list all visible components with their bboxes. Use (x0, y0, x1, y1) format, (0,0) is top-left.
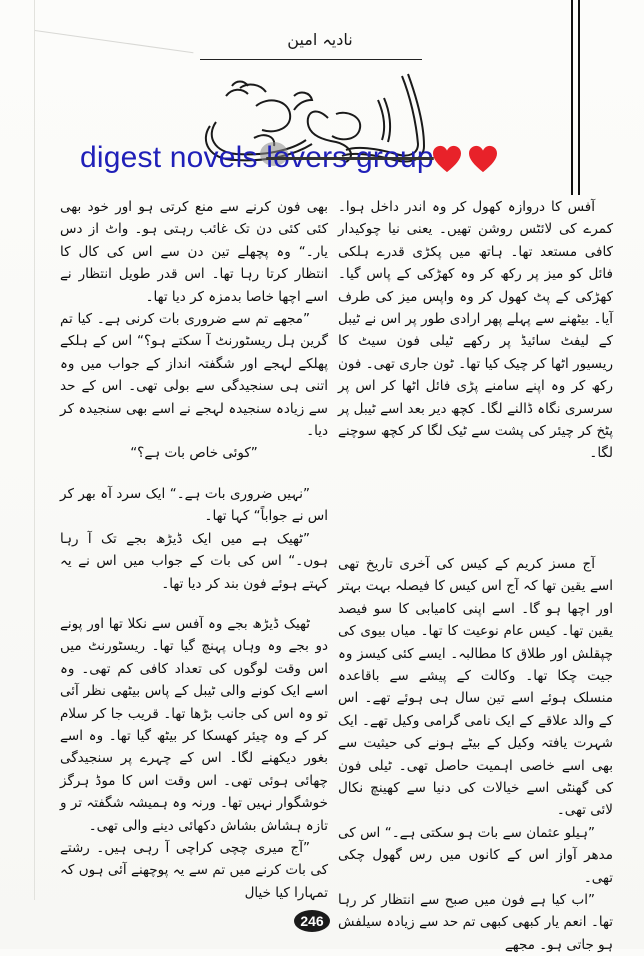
text-column-left (60, 196, 328, 904)
red-heart-icon (468, 145, 498, 173)
paragraph: آفس کا دروازہ کھول کر وہ اندر داخل ہوا۔ کمرے کی لائٹس روشن تھیں۔ یعنی نیا چوکیدار کافی مستعد تھا۔ ہاتھ میں پکڑی قدرے ہلکی فائل کو میز پر رکھ کر وہ کھڑکی کے پاس گیا۔ کھڑکی کے پٹ کھول کر وہ واپس میز کی طرف آیا۔ بیٹھنے سے پہلے پھر ارادی طور پر اس نے ٹیبل کے لیفٹ سائیڈ پر رکھے ٹیلی فون سیٹ کا ریسیور اٹھا کر چیک کیا تھا۔ ٹون جاری تھی۔ فون رکھ کر وہ اپنے سامنے پڑی فائل اٹھا کر اس پر سرسری نگاہ ڈالنے لگا۔ کچھ دیر بعد اسے ٹیبل پر پٹخ کر چیئر کی پشت سے ٹیک لگا کر کچھ سوچنے لگا۔ (338, 199, 613, 462)
paragraph: ”ٹھیک ہے میں ایک ڈیڑھ بجے تک آ رہا ہوں۔“ اس کی بات کے جواب میں اس نے یہ کہتے ہوئے فون بند کر دیا تھا۔ (60, 530, 328, 592)
watermark-hearts (432, 145, 498, 173)
paragraph-dialogue: ”کوئی خاص بات ہے؟“ (130, 445, 258, 462)
watermark-text-strike: lovers group (266, 141, 434, 174)
paragraph: بھی فون کرنے سے منع کرتی ہو اور خود بھی کئی کئی دن تک غائب رہتی ہو۔ واٹ از دس یار۔“ وہ پچھلے تین دن سے اس کی کال کا انتظار کرتا رہا تھا۔ اس قدر طویل انتظار نے اسے اچھا خاصا بدمزہ کر دیا تھا۔ (60, 199, 328, 305)
watermark-text-part: digest novels (80, 141, 267, 174)
decorative-rule-right (578, 0, 580, 195)
decorative-rule-left (571, 0, 573, 195)
header-divider (200, 59, 422, 60)
paragraph: ٹھیک ڈیڑھ بجے وہ آفس سے نکلا تھا اور پونے دو بجے وہ وہاں پہنچ گیا تھا۔ ریسٹورنٹ میں اس وقت لوگوں کی تعداد کافی کم تھی۔ وہ اسے ایک کونے والی ٹیبل کے پاس بیٹھی نظر آئی تو وہ اس کی جانب بڑھا تھا۔ قریب جا کر سلام کر کے وہ چیئر کھسکا کر بیٹھ گیا تھا۔ وہ اسے بغور دیکھنے لگا۔ اس کے چہرے پر سنجیدگی چھائی ہوئی تھی۔ اس وقت اس کا موڈ ہرگز خوشگوار نہیں تھا۔ ورنہ وہ ہمیشہ شگفتہ تر و تازہ ہشاش بشاش دکھائی دینے والی تھی۔ (60, 615, 328, 834)
paragraph: ”نہیں ضروری بات ہے۔“ ایک سرد آہ بھر کر اس نے جواباً“ کہا تھا۔ (60, 485, 328, 525)
page-edge-line (34, 0, 35, 900)
spacer (60, 465, 328, 483)
paragraph: ”اب کیا ہے فون میں صبح سے انتظار کر رہا تھا۔ انعم یار کبھی کبھی تم حد سے زیادہ سیلفش ہو جاتی ہو۔ مجھے (338, 891, 613, 953)
page-number-badge: 246 (294, 910, 330, 932)
section-break (338, 465, 613, 553)
paragraph: ”آج میری چچی کراچی آ رہی ہیں۔ رشتے کی بات کرنے میں تم سے یہ پوچھنے آئی ہوں کہ تمہارا کیا خیال (60, 839, 328, 901)
spacer (60, 595, 328, 613)
paragraph: ”مجھے تم سے ضروری بات کرنی ہے۔ کیا تم گرین ہل ریسٹورنٹ آ سکتے ہو؟“ اس کے ہلکے پھلکے لہجے اور شگفتہ انداز کے جواب میں وہ اتنی ہی سنجیدگی سے بولی تھی۔ اس کے حد سے زیادہ سنجیدہ لہجے نے اسے بھی سنجیدہ کر دیا۔ (60, 311, 328, 440)
paragraph: ”ہیلو عثمان سے بات ہو سکتی ہے۔“ اس کی مدھر آواز اس کے کانوں میں رس گھول چکی تھی۔ (338, 824, 613, 886)
paragraph: آج مسز کریم کے کیس کی آخری تاریخ تھی اسے یقین تھا کہ آج اس کیس کا فیصلہ بہت بہتر اور اچھا ہو گا۔ اسے اپنی کامیابی کا سو فیصد یقین تھا۔ کیس عام نوعیت کا تھا۔ میاں بیوی کی چپقلش اور طلاق کا مطالبہ۔ ایسے کئی کیسز وہ جیت چکا تھا۔ وکالت کے پیشے سے باقاعدہ منسلک ہوئے اسے تین سال ہی ہوئے تھے۔ اس کے والد علاقے کے ایک نامی گرامی وکیل تھے۔ ایک شہرت یافتہ وکیل کے بیٹے ہونے کی حیثیت سے بھی اسے خاصی اہمیت حاصل تھی۔ ٹیلی فون کی گھنٹی اسے خیالات کی دنیا سے کھینچ نکال لائی تھی۔ (338, 555, 613, 819)
watermark-text (80, 141, 434, 175)
text-column-right (338, 196, 613, 956)
author-name: نادیہ امین (287, 30, 353, 49)
page-fold-line (29, 30, 193, 93)
red-heart-icon (432, 145, 462, 173)
